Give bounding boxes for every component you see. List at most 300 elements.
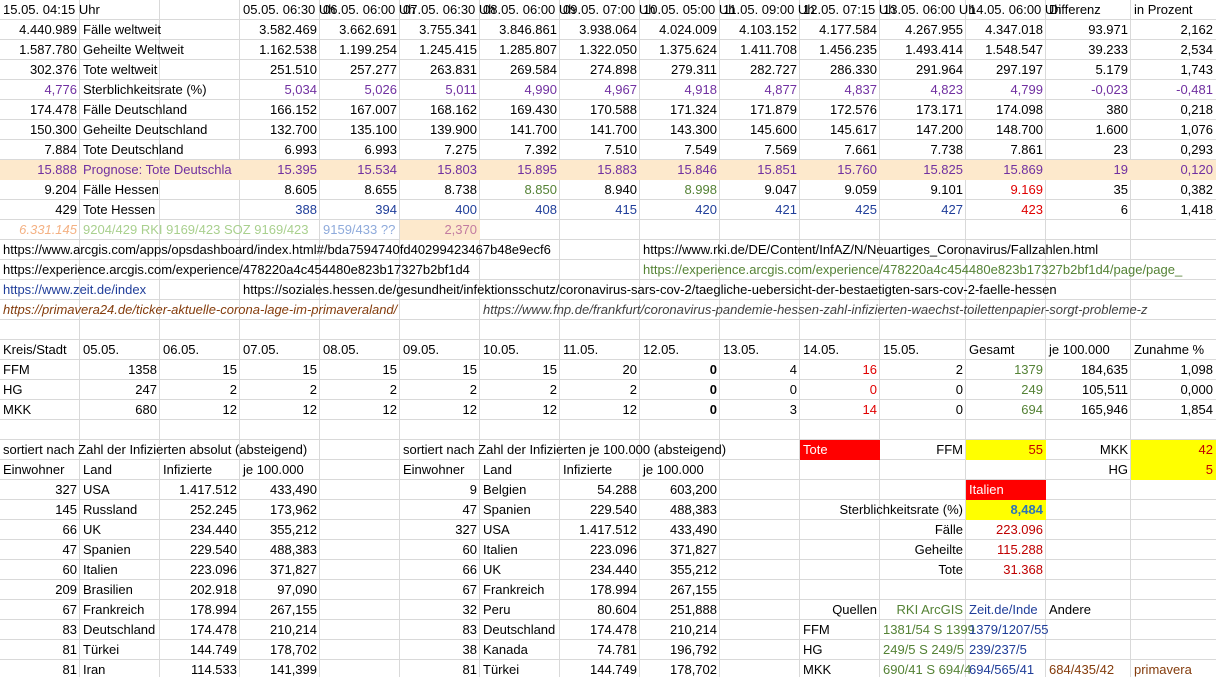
sheet-cell[interactable]: 15.05. 04:15 Uhr [3,2,100,17]
sheet-cell[interactable]: 388 [295,202,317,217]
sheet-cell[interactable]: 488,383 [670,502,717,517]
sheet-cell[interactable]: 11.05. [563,342,599,357]
sheet-cell[interactable]: 14 [862,402,877,417]
sheet-cell[interactable]: 1379/1207/55 [969,622,1049,637]
sheet-cell[interactable]: 174.478 [190,622,237,637]
sheet-cell[interactable]: 0 [955,402,963,417]
sheet-cell[interactable]: 7.275 [444,142,477,157]
sheet-cell[interactable]: 252.245 [190,502,237,517]
sheet-cell[interactable]: 6 [1120,202,1128,217]
sheet-cell[interactable]: 355,212 [270,522,317,537]
sheet-cell[interactable]: 1358 [128,362,157,377]
sheet-cell[interactable]: sortiert nach Zahl der Infizierten absolut (absteigend) [3,442,308,457]
sheet-cell[interactable]: -0,023 [1091,82,1128,97]
sheet-cell[interactable]: 2 [389,382,397,397]
sheet-cell[interactable]: 143.300 [670,122,717,137]
sheet-cell[interactable]: 1379 [1014,362,1043,377]
sheet-cell[interactable]: 31.368 [1003,562,1043,577]
sheet-cell[interactable]: 114.533 [190,662,237,677]
sheet-cell[interactable]: 7.549 [684,142,717,157]
sheet-cell[interactable]: 694 [1021,402,1043,417]
sheet-cell[interactable]: FFM [803,622,830,637]
sheet-cell[interactable]: 1.587.780 [19,42,77,57]
sheet-cell[interactable]: FFM [936,442,963,457]
sheet-cell[interactable]: 15 [302,362,317,377]
sheet-cell[interactable]: 15.05. [883,342,920,357]
sheet-cell[interactable]: 488,383 [270,542,317,557]
sheet-cell[interactable]: 5.179 [1095,62,1128,77]
sheet-cell[interactable]: 2 [229,382,237,397]
sheet-cell[interactable]: 12 [382,402,397,417]
sheet-cell[interactable]: 247 [135,382,157,397]
sheet-cell[interactable]: 7.861 [1010,142,1043,157]
sheet-cell[interactable]: 05.05. 06:30 Uh [243,2,336,17]
sheet-cell[interactable]: USA [483,522,510,537]
sheet-cell[interactable]: in Prozent [1134,2,1193,17]
sheet-cell[interactable]: 4,837 [844,82,877,97]
sheet-cell[interactable]: primavera [1134,662,1192,677]
sheet-cell[interactable]: Andere [1049,602,1091,617]
sheet-cell[interactable]: -0,481 [1176,82,1213,97]
sheet-cell[interactable]: Einwohner [403,462,465,477]
sheet-cell[interactable]: 1.493.414 [905,42,963,57]
sheet-cell[interactable]: 81 [62,662,77,677]
sheet-cell[interactable]: 3.582.469 [259,22,317,37]
sheet-cell[interactable]: 0 [709,362,717,377]
sheet-cell[interactable]: Zeit.de/Inde [969,602,1038,617]
sheet-cell[interactable]: 9.047 [764,182,797,197]
sheet-cell[interactable]: 425 [855,202,877,217]
sheet-cell[interactable]: Italien [483,542,518,557]
sheet-cell[interactable]: 4.103.152 [739,22,797,37]
sheet-cell[interactable]: 150.300 [30,122,77,137]
sheet-cell[interactable]: 7.569 [764,142,797,157]
sheet-cell[interactable]: 327 [55,482,77,497]
sheet-cell[interactable]: 174.478 [30,102,77,117]
sheet-cell[interactable]: 12.05. 07:15 Uh [803,2,896,17]
sheet-cell[interactable]: 3.755.341 [419,22,477,37]
sheet-cell[interactable]: Fälle Hessen [83,182,159,197]
sheet-cell[interactable]: 4 [789,362,797,377]
sheet-cell[interactable]: 0 [955,382,963,397]
sheet-cell[interactable]: 5,026 [364,82,397,97]
sheet-cell[interactable]: je 100.000 [243,462,304,477]
sheet-cell[interactable]: 172.576 [830,102,877,117]
sheet-cell[interactable]: Türkei [83,642,120,657]
sheet-cell[interactable]: Brasilien [83,582,133,597]
sheet-cell[interactable]: 234.440 [590,562,637,577]
sheet-cell[interactable]: 178.994 [190,602,237,617]
sheet-cell[interactable]: 1.285.807 [499,42,557,57]
sheet-cell[interactable]: Deutschland [483,622,556,637]
sheet-cell[interactable]: 234.440 [190,522,237,537]
sheet-cell[interactable]: 239/237/5 [969,642,1027,657]
sheet-cell[interactable]: 2,162 [1180,22,1213,37]
sheet-cell[interactable]: https://soziales.hessen.de/gesundheit/infektionsschutz/coronavirus-sars-cov-2/taegliche-uebersicht-der-bestaetigten-sars-cov-2-faelle-hessen [243,282,1057,297]
sheet-cell[interactable]: 6.993 [364,142,397,157]
sheet-cell[interactable]: 5,011 [445,82,477,97]
sheet-cell[interactable]: 97,090 [277,582,317,597]
sheet-cell[interactable]: 83 [462,622,477,637]
sheet-cell[interactable]: 282.727 [750,62,797,77]
sheet-cell[interactable]: 83 [62,622,77,637]
sheet-cell[interactable]: 42 [1131,440,1216,460]
sheet-cell[interactable]: 9 [469,482,477,497]
sheet-cell[interactable]: 174.098 [996,102,1043,117]
sheet-cell[interactable]: 55 [966,440,1046,460]
sheet-cell[interactable]: 145.617 [830,122,877,137]
sheet-cell[interactable]: Deutschland [83,622,156,637]
sheet-cell[interactable]: 251,888 [670,602,717,617]
sheet-cell[interactable]: 11.05. 09:00 Uh [723,2,815,17]
sheet-cell[interactable]: 141,399 [270,662,317,677]
sheet-cell[interactable]: 210,214 [670,622,717,637]
sheet-cell[interactable]: 15 [382,362,397,377]
sheet-cell[interactable]: Land [83,462,112,477]
sheet-cell[interactable]: 1.375.624 [659,42,717,57]
sheet-cell[interactable]: 263.831 [430,62,477,77]
sheet-cell[interactable]: 2,370 [400,220,480,240]
sheet-cell[interactable]: 0,293 [1180,142,1213,157]
sheet-cell[interactable]: USA [83,482,110,497]
sheet-cell[interactable]: Sterblichkeitsrate (%) [839,502,963,517]
sheet-cell[interactable]: 3.846.861 [499,22,557,37]
sheet-cell[interactable]: 15.534 [320,160,400,180]
sheet-cell[interactable]: Prognose: Tote Deutschla [80,160,240,180]
sheet-cell[interactable]: 67 [462,582,477,597]
sheet-cell[interactable]: 08.05. [323,342,360,357]
sheet-cell[interactable]: 274.898 [590,62,637,77]
sheet-cell[interactable]: 12 [222,402,237,417]
sheet-cell[interactable]: Tote Deutschland [83,142,184,157]
sheet-cell[interactable]: 23 [1113,142,1128,157]
sheet-cell[interactable]: Kreis/Stadt [3,342,67,357]
sheet-cell[interactable]: 371,827 [670,542,717,557]
sheet-cell[interactable]: 20 [622,362,637,377]
sheet-cell[interactable]: 223.096 [190,562,237,577]
sheet-cell[interactable]: 7.661 [844,142,877,157]
sheet-cell[interactable]: 12 [622,402,637,417]
sheet-cell[interactable]: 178,702 [670,662,717,677]
sheet-cell[interactable]: Geheilte Deutschland [83,122,208,137]
sheet-cell[interactable]: Fälle [934,522,963,537]
sheet-cell[interactable]: 1.322.050 [579,42,637,57]
sheet-cell[interactable]: 2 [469,382,477,397]
sheet-cell[interactable]: 1.162.538 [259,42,317,57]
sheet-cell[interactable]: 269.584 [510,62,557,77]
sheet-cell[interactable]: 15.883 [560,160,640,180]
sheet-cell[interactable]: 4.177.584 [819,22,877,37]
sheet-cell[interactable]: 07.05. [243,342,280,357]
sheet-cell[interactable]: 12.05. [643,342,680,357]
sheet-cell[interactable]: 47 [62,542,77,557]
sheet-cell[interactable]: HG [3,382,23,397]
sheet-cell[interactable]: 12 [302,402,317,417]
sheet-cell[interactable]: 173.171 [916,102,963,117]
sheet-cell[interactable]: 144.749 [590,662,637,677]
sheet-cell[interactable]: 165,946 [1081,402,1128,417]
sheet-cell[interactable]: 60 [62,562,77,577]
sheet-cell[interactable]: 15.760 [800,160,880,180]
sheet-cell[interactable]: 6.993 [284,142,317,157]
sheet-cell[interactable]: 147.200 [916,122,963,137]
sheet-cell[interactable]: https://experience.arcgis.com/experience/478220a4c454480e823b17327b2bf1d4 [3,262,470,277]
sheet-cell[interactable]: je 100.000 [1049,342,1110,357]
sheet-cell[interactable]: https://primavera24.de/ticker-aktuelle-corona-lage-im-primaveraland/ [3,302,398,317]
sheet-cell[interactable]: 249 [1021,382,1043,397]
sheet-cell[interactable]: Sterblichkeitsrate (%) [83,82,207,97]
sheet-cell[interactable]: 10.05. 05:00 Uh [643,2,736,17]
sheet-cell[interactable]: 06.05. [163,342,200,357]
sheet-cell[interactable]: 4,877 [764,82,797,97]
sheet-cell[interactable]: 223.096 [996,522,1043,537]
sheet-cell[interactable]: 433,490 [670,522,717,537]
sheet-cell[interactable]: 2,534 [1180,42,1213,57]
sheet-cell[interactable]: https://www.rki.de/DE/Content/InfAZ/N/Neuartiges_Coronavirus/Fallzahlen.html [643,242,1099,257]
sheet-cell[interactable]: 229.540 [590,502,637,517]
sheet-cell[interactable]: Iran [83,662,106,677]
sheet-cell[interactable]: 9204/429 RKI 9169/423 SOZ 9169/423 [83,222,309,237]
sheet-cell[interactable]: UK [483,562,502,577]
sheet-cell[interactable]: Geheilte [914,542,963,557]
sheet-cell[interactable]: 15.888 [0,160,80,180]
sheet-cell[interactable]: 14.05. 06:00 Uh [969,2,1062,17]
sheet-cell[interactable]: Gesamt [969,342,1015,357]
sheet-cell[interactable]: 196,792 [670,642,717,657]
sheet-cell[interactable]: 421 [775,202,797,217]
sheet-cell[interactable]: MKK [1099,442,1128,457]
sheet-cell[interactable]: UK [83,522,102,537]
sheet-cell[interactable]: 80.604 [597,602,637,617]
sheet-cell[interactable]: 0 [709,402,717,417]
sheet-cell[interactable]: MKK [3,402,32,417]
sheet-cell[interactable]: Kanada [483,642,528,657]
sheet-cell[interactable]: 09.05. [403,342,440,357]
sheet-cell[interactable]: 174.478 [590,622,637,637]
sheet-cell[interactable]: Differenz [1049,2,1101,17]
sheet-cell[interactable]: 15 [222,362,237,377]
sheet-cell[interactable]: 355,212 [670,562,717,577]
sheet-cell[interactable]: 12 [542,402,557,417]
sheet-cell[interactable]: 47 [462,502,477,517]
sheet-cell[interactable]: 1.600 [1095,122,1128,137]
sheet-cell[interactable]: Infizierte [563,462,613,477]
sheet-cell[interactable]: Quellen [832,602,877,617]
sheet-cell[interactable]: 8.738 [444,182,477,197]
sheet-cell[interactable]: 327 [455,522,477,537]
sheet-cell[interactable]: 4,823 [930,82,963,97]
sheet-cell[interactable]: 15.803 [400,160,480,180]
sheet-cell[interactable]: 8.605 [284,182,317,197]
sheet-cell[interactable]: Tote weltweit [83,62,158,77]
sheet-cell[interactable]: 3 [789,402,797,417]
sheet-cell[interactable]: https://www.arcgis.com/apps/opsdashboard/index.html#/bda7594740fd40299423467b48e9ecf6 [3,242,551,257]
sheet-cell[interactable]: 0 [789,382,797,397]
sheet-cell[interactable]: 223.096 [590,542,637,557]
sheet-cell[interactable]: 66 [462,562,477,577]
sheet-cell[interactable]: Fälle Deutschland [83,102,188,117]
sheet-cell[interactable]: 9.204 [44,182,77,197]
sheet-cell[interactable]: 35 [1113,182,1128,197]
sheet-cell[interactable]: 229.540 [190,542,237,557]
sheet-cell[interactable]: 178,702 [270,642,317,657]
sheet-cell[interactable]: 4,967 [604,82,637,97]
sheet-cell[interactable]: 139.900 [430,122,477,137]
sheet-cell[interactable]: HG [1108,462,1128,477]
sheet-cell[interactable]: 9159/433 ?? [323,222,396,237]
sheet-cell[interactable]: 251.510 [270,62,317,77]
sheet-cell[interactable]: 1.199.254 [339,42,397,57]
sheet-cell[interactable]: 1,743 [1180,62,1213,77]
sheet-cell[interactable]: 257.277 [350,62,397,77]
sheet-cell[interactable]: 429 [55,202,77,217]
sheet-cell[interactable]: Zunahme % [1134,342,1205,357]
sheet-cell[interactable]: 81 [62,642,77,657]
sheet-cell[interactable]: je 100.000 [643,462,704,477]
sheet-cell[interactable]: 170.588 [590,102,637,117]
sheet-cell[interactable]: 7.392 [524,142,557,157]
sheet-cell[interactable]: 14.05. [803,342,840,357]
sheet-cell[interactable]: Spanien [483,502,531,517]
sheet-cell[interactable]: 7.510 [604,142,637,157]
sheet-cell[interactable]: 15.846 [640,160,720,180]
sheet-cell[interactable]: 105,511 [1081,382,1128,397]
sheet-cell[interactable]: 1,418 [1180,202,1213,217]
sheet-cell[interactable]: 32 [462,602,477,617]
sheet-cell[interactable]: 38 [462,642,477,657]
sheet-cell[interactable]: 166.152 [270,102,317,117]
sheet-cell[interactable]: 209 [55,582,77,597]
sheet-cell[interactable]: 1.548.547 [985,42,1043,57]
sheet-cell[interactable]: Einwohner [3,462,65,477]
sheet-cell[interactable]: 690/41 S 694/4 [883,662,972,677]
sheet-cell[interactable]: 5 [1131,460,1216,480]
sheet-cell[interactable]: 8.655 [364,182,397,197]
sheet-cell[interactable]: Frankreich [83,602,145,617]
sheet-cell[interactable]: 171.324 [670,102,717,117]
sheet-cell[interactable]: 144.749 [190,642,237,657]
sheet-cell[interactable]: 286.330 [830,62,877,77]
sheet-cell[interactable]: 74.781 [597,642,637,657]
sheet-cell[interactable]: 0,120 [1131,160,1216,180]
sheet-cell[interactable]: 13.05. 06:00 Uh [883,2,976,17]
sheet-cell[interactable]: 132.700 [270,122,317,137]
sheet-cell[interactable]: 66 [62,522,77,537]
sheet-cell[interactable]: 15.395 [240,160,320,180]
sheet-cell[interactable]: 408 [535,202,557,217]
sheet-cell[interactable]: Italien [966,480,1046,500]
sheet-cell[interactable]: 380 [1106,102,1128,117]
sheet-cell[interactable]: 202.918 [190,582,237,597]
sheet-cell[interactable]: 16 [862,362,877,377]
sheet-cell[interactable]: 93.971 [1088,22,1128,37]
sheet-cell[interactable]: 4,799 [1010,82,1043,97]
sheet-cell[interactable]: MKK [803,662,832,677]
sheet-cell[interactable]: 6.331.145 [19,222,77,237]
sheet-cell[interactable]: 8.998 [684,182,717,197]
sheet-cell[interactable]: 4,990 [524,82,557,97]
sheet-cell[interactable]: 371,827 [270,562,317,577]
sheet-cell[interactable]: 2 [549,382,557,397]
sheet-cell[interactable]: 423 [1021,202,1043,217]
sheet-cell[interactable]: sortiert nach Zahl der Infizierten je 100.000 (absteigend) [403,442,727,457]
sheet-cell[interactable]: Infizierte [163,462,213,477]
sheet-cell[interactable]: 12 [462,402,477,417]
sheet-cell[interactable]: 148.700 [996,122,1043,137]
sheet-cell[interactable]: 1,854 [1180,402,1213,417]
sheet-cell[interactable]: 1.456.235 [819,42,877,57]
sheet-cell[interactable]: 19 [1046,160,1131,180]
sheet-cell[interactable]: Russland [83,502,138,517]
sheet-cell[interactable]: https://www.fnp.de/frankfurt/coronavirus-pandemie-hessen-zahl-infizierten-waechst-toilettenpapier-sorgt-probleme-z [483,302,1148,317]
sheet-cell[interactable]: 173,962 [270,502,317,517]
sheet-cell[interactable]: 7.884 [44,142,77,157]
sheet-cell[interactable]: 4,776 [44,82,77,97]
sheet-cell[interactable]: 3.938.064 [579,22,637,37]
sheet-cell[interactable]: 1,076 [1180,122,1213,137]
sheet-cell[interactable]: 210,214 [270,622,317,637]
sheet-cell[interactable]: Spanien [83,542,131,557]
sheet-cell[interactable]: 3.662.691 [339,22,397,37]
sheet-cell[interactable]: 433,490 [270,482,317,497]
sheet-cell[interactable]: 427 [941,202,963,217]
sheet-cell[interactable]: 184,635 [1081,362,1128,377]
sheet-cell[interactable]: 07.05. 06:30 Uh [403,2,496,17]
sheet-cell[interactable]: 0,218 [1180,102,1213,117]
sheet-cell[interactable]: 267,155 [670,582,717,597]
sheet-cell[interactable]: 1.411.708 [740,42,797,57]
sheet-cell[interactable]: Peru [483,602,511,617]
sheet-cell[interactable]: 7.738 [930,142,963,157]
sheet-cell[interactable]: 0 [869,382,877,397]
sheet-cell[interactable]: 39.233 [1088,42,1128,57]
sheet-cell[interactable]: 0,000 [1180,382,1213,397]
sheet-cell[interactable]: Land [483,462,512,477]
sheet-cell[interactable]: 0 [709,382,717,397]
sheet-cell[interactable]: 2 [955,362,963,377]
sheet-cell[interactable]: 8.940 [604,182,637,197]
sheet-cell[interactable]: 9.169 [1010,182,1043,197]
sheet-cell[interactable]: 4.440.989 [19,22,77,37]
sheet-cell[interactable]: 400 [455,202,477,217]
sheet-cell[interactable]: Tote [800,440,880,460]
sheet-cell[interactable]: Tote [938,562,963,577]
sheet-cell[interactable]: 603,200 [670,482,717,497]
sheet-cell[interactable]: 1381/54 S 1399 [883,622,975,637]
sheet-cell[interactable]: 15.825 [880,160,966,180]
sheet-cell[interactable]: 694/565/41 [969,662,1035,677]
sheet-cell[interactable]: 684/435/42 [1049,662,1115,677]
sheet-cell[interactable]: 2 [629,382,637,397]
sheet-cell[interactable]: 279.311 [670,62,717,77]
sheet-cell[interactable]: https://experience.arcgis.com/experience/478220a4c454480e823b17327b2bf1d4/page/page_ [643,262,1183,277]
sheet-cell[interactable]: 420 [695,202,717,217]
sheet-cell[interactable]: 13.05. [723,342,760,357]
sheet-cell[interactable]: 115.288 [996,542,1043,557]
sheet-cell[interactable]: 4.347.018 [985,22,1043,37]
sheet-cell[interactable]: 60 [462,542,477,557]
sheet-cell[interactable]: 415 [615,202,637,217]
sheet-cell[interactable]: 06.05. 06:00 Uh [323,2,416,17]
sheet-cell[interactable]: 9.059 [844,182,877,197]
sheet-cell[interactable]: 9.101 [930,182,963,197]
sheet-cell[interactable]: 267,155 [270,602,317,617]
sheet-cell[interactable]: 141.700 [590,122,637,137]
sheet-cell[interactable]: RKI ArcGIS [896,602,963,617]
sheet-cell[interactable]: 168.162 [430,102,477,117]
sheet-cell[interactable]: 2 [309,382,317,397]
sheet-cell[interactable]: 178.994 [590,582,637,597]
